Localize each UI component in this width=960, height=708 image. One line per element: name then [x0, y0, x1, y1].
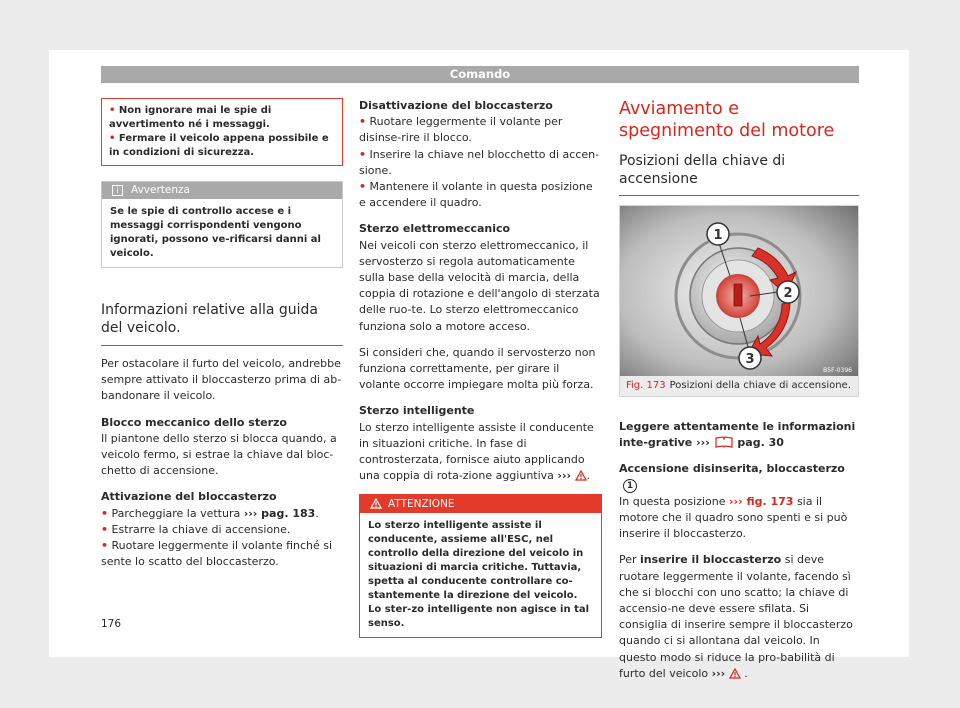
bullet-icon: • [359, 180, 367, 194]
position-number-badge: 1 [623, 479, 637, 493]
page-header: Comando [101, 66, 859, 83]
note-box [101, 181, 343, 268]
note-header: i Avvertenza [102, 182, 342, 199]
chapter-title: Avviamento e spegnimento del motore [619, 99, 835, 141]
mech-lock-heading: Blocco meccanico dello sterzo [101, 415, 287, 429]
activation-heading: Attivazione del bloccasterzo [101, 490, 277, 504]
bullet-icon: • [359, 147, 367, 161]
attention-header: ATTENZIONE [360, 495, 601, 513]
bullet-icon: • [101, 522, 109, 536]
warning-triangle-icon[interactable] [729, 668, 741, 679]
figure-173 [619, 205, 859, 397]
electromech-text: Nei veicoli con sterzo elettromeccanico, il servosterzo si regola automaticamente sulla base della velocità di marcia, della coppia di rotazione e dell'angolo di sterzata delle ruo-te. Lo sterzo elettromeccanico funziona solo a motore acceso. [359, 238, 600, 333]
intro-paragraph: Per ostacolare il furto del veicolo, andrebbe sempre attivato il bloccasterzo prima di ab-bandonare il veicolo. [101, 357, 342, 403]
reference-arrows-link[interactable]: ››› [557, 469, 572, 483]
activation-item: • Estrarre la chiave di accensione. [101, 522, 291, 536]
warning-continuation-box [101, 98, 343, 166]
attention-box [359, 494, 602, 638]
book-icon[interactable] [714, 436, 734, 448]
warning-triangle-icon[interactable] [575, 470, 587, 481]
figure-label: 2 [783, 286, 793, 301]
figure-label: 1 [713, 228, 723, 243]
electromech-text-2: Si consideri che, quando il servosterzo non funziona correttamente, per girare il volante occorre impiegare molta più forza. [359, 345, 596, 392]
bullet-icon: • [101, 506, 109, 520]
column-2 [359, 98, 602, 638]
attention-text: Lo sterzo intelligente assiste il conducente, assieme all'ESC, nel controllo della direzione del veicolo in situazioni di marcia critiche. Tuttavia, spetta al conducente controllare co-stantemente la direzione del veicolo. Lo ster-zo intelligente non agisce in tal senso. [368, 520, 590, 630]
page-number: 176 [101, 618, 122, 630]
warning-item: • Non ignorare mai le spie di avvertimento né i messaggi. [109, 105, 272, 130]
bullet-icon: • [109, 105, 116, 116]
warning-item: • Fermare il veicolo appena possibile e in condizioni di sicurezza. [109, 133, 329, 158]
info-icon: i [112, 185, 123, 196]
page-reference-link[interactable]: ››› pag. 183 [243, 506, 316, 520]
activation-item: • Ruotare leggermente il volante finché si sente lo scatto del bloccasterzo. [101, 539, 333, 569]
reference-arrows-link[interactable]: ››› [696, 436, 710, 450]
figure-number: Fig. 173 [626, 380, 666, 391]
activation-item: • Parcheggiare la vettura ››› pag. 183. [101, 506, 319, 520]
smart-steering-heading: Sterzo intelligente [359, 404, 475, 418]
ignition-key-illustration [620, 206, 858, 376]
figure-code: B5F-0396 [823, 367, 852, 374]
figure-label: 3 [745, 352, 755, 367]
bullet-icon: • [359, 115, 367, 129]
deactivation-item: • Inserire la chiave nel blocchetto di accen-sione. [359, 147, 600, 177]
position-1-heading: Accensione disinserita, bloccasterzo1 [619, 462, 845, 491]
column-1 [101, 98, 343, 570]
note-text: Se le spie di controllo accese e i messaggi corrispondenti vengono ignorati, possono ve-rificarsi danni al veicolo. [110, 206, 321, 259]
reference-arrows-link[interactable]: ››› [711, 666, 726, 680]
mech-lock-text: Il piantone dello sterzo si blocca quando, a veicolo fermo, si estrae la chiave dal bloc-chetto di accensione. [101, 431, 337, 478]
bullet-icon: • [109, 133, 116, 144]
warning-triangle-icon [370, 498, 382, 509]
manual-page [49, 50, 909, 680]
deactivation-item: • Mantenere il volante in questa posizione e accendere il quadro. [359, 180, 593, 210]
section-subtitle: Posizioni della chiave di accensione [619, 152, 859, 196]
read-more-text: Leggere attentamente le informazioni inte-grative ››› pag. 30 [619, 420, 856, 450]
position-1-text: In questa posizione ››› fig. 173 sia il motore che il quadro sono spenti e si può inserire il bloccasterzo. [619, 494, 848, 541]
smart-steering-text: Lo sterzo intelligente assiste il conducente in situazioni critiche. In fase di controsterzata, fornisce aiuto applicando una coppia di rota-zione aggiuntiva ››› . [359, 420, 594, 483]
deactivation-item: • Ruotare leggermente il volante per disinse-rire il blocco. [359, 115, 563, 145]
lock-instructions-text: Per inserire il bloccasterzo si deve ruotare leggermente il volante, facendo sì che si blocchi con uno scatto; la chiave di accensio-ne deve essere sfilata. Si consiglia di inserire sempre il bloccasterzo quando ci si allontana dal veicolo. In questo modo si riduce la pro-babilità di furto del veicolo ››› . [619, 553, 853, 680]
bullet-icon: • [101, 539, 109, 553]
figure-reference-link[interactable]: ››› fig. 173 [729, 494, 794, 508]
deactivation-heading: Disattivazione del bloccasterzo [359, 99, 553, 112]
section-title: Informazioni relative alla guida del veicolo. [101, 301, 343, 346]
electromech-heading: Sterzo elettromeccanico [359, 222, 511, 236]
column-3 [619, 98, 859, 682]
page-reference-link[interactable]: pag. 30 [737, 436, 784, 450]
figure-caption: Fig. 173 Posizioni della chiave di accensione. [620, 376, 858, 396]
